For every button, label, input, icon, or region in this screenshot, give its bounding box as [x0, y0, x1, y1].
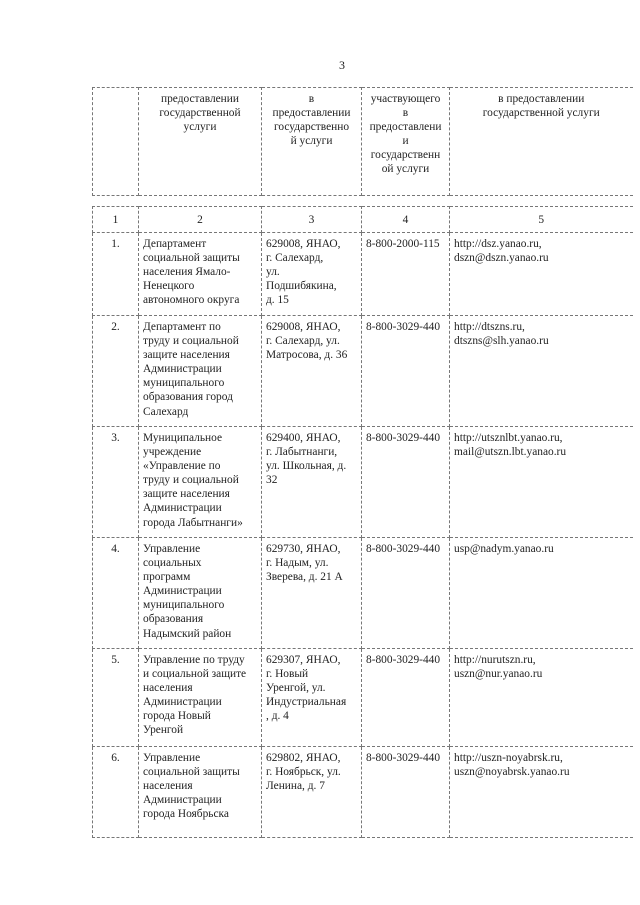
- column-number-row: [93, 207, 633, 233]
- column-number: 5: [450, 207, 633, 233]
- column-number: 1: [93, 207, 139, 233]
- row-number: 5.: [93, 649, 139, 747]
- address: 629008, ЯНАО, г. Салехард, ул. Подшибякина, д. 15: [262, 233, 362, 316]
- address: 629307, ЯНАО, г. Новый Уренгой, ул. Индустриальная , д. 4: [262, 649, 362, 747]
- website-email: usp@nadym.yanao.ru: [450, 538, 633, 649]
- organization-name: Управление социальной защиты населения Администрации города Ноябрьска: [139, 747, 262, 838]
- header-cell-phone: участвующего в предоставлени и государственн ой услуги: [362, 88, 450, 196]
- organization-name: Муниципальное учреждение «Управление по труду и социальной защите населения Администрации города Лабытнанги»: [139, 427, 262, 538]
- header-row: [93, 88, 633, 196]
- website-email: http://nurutszn.ru, uszn@nur.yanao.ru: [450, 649, 633, 747]
- row-number: 1.: [93, 233, 139, 316]
- header-cell-organization: предоставлении государственной услуги: [139, 88, 262, 196]
- row-number: 4.: [93, 538, 139, 649]
- column-number: 2: [139, 207, 262, 233]
- page-number: 3: [339, 58, 345, 72]
- header-table: [92, 87, 633, 196]
- website-email: http://utsznlbt.yanao.ru, mail@utszn.lbt.yanao.ru: [450, 427, 633, 538]
- website-email: http://uszn-noyabrsk.ru, uszn@noyabrsk.yanao.ru: [450, 747, 633, 838]
- table-row: [93, 233, 633, 316]
- header-cell-address: в предоставлении государственно й услуги: [262, 88, 362, 196]
- header-cell-website: в предоставлении государственной услуги: [450, 88, 633, 196]
- address: 629400, ЯНАО, г. Лабытнанги, ул. Школьная, д. 32: [262, 427, 362, 538]
- organization-name: Управление по труду и социальной защите населения Администрации города Новый Уренгой: [139, 649, 262, 747]
- phone: 8-800-2000-115: [362, 233, 450, 316]
- table-row: [93, 538, 633, 649]
- phone: 8-800-3029-440: [362, 427, 450, 538]
- phone: 8-800-3029-440: [362, 649, 450, 747]
- column-number: 3: [262, 207, 362, 233]
- address: 629730, ЯНАО, г. Надым, ул. Зверева, д. 21 А: [262, 538, 362, 649]
- row-number: 3.: [93, 427, 139, 538]
- address: 629008, ЯНАО, г. Салехард, ул. Матросова, д. 36: [262, 316, 362, 427]
- phone: 8-800-3029-440: [362, 316, 450, 427]
- organization-name: Департамент по труду и социальной защите населения Администрации муниципального образования город Салехард: [139, 316, 262, 427]
- table-row: [93, 747, 633, 838]
- table-row: [93, 649, 633, 747]
- table-row: [93, 316, 633, 427]
- website-email: http://dsz.yanao.ru, dszn@dszn.yanao.ru: [450, 233, 633, 316]
- website-email: http://dtszns.ru, dtszns@slh.yanao.ru: [450, 316, 633, 427]
- organizations-table: [92, 206, 633, 838]
- header-cell-number: [93, 88, 139, 196]
- phone: 8-800-3029-440: [362, 538, 450, 649]
- column-number: 4: [362, 207, 450, 233]
- table-row: [93, 427, 633, 538]
- phone: 8-800-3029-440: [362, 747, 450, 838]
- address: 629802, ЯНАО, г. Ноябрьск, ул. Ленина, д. 7: [262, 747, 362, 838]
- organization-name: Управление социальных программ Администрации муниципального образования Надымский район: [139, 538, 262, 649]
- row-number: 6.: [93, 747, 139, 838]
- row-number: 2.: [93, 316, 139, 427]
- organization-name: Департамент социальной защиты населения Ямало- Ненецкого автономного округа: [139, 233, 262, 316]
